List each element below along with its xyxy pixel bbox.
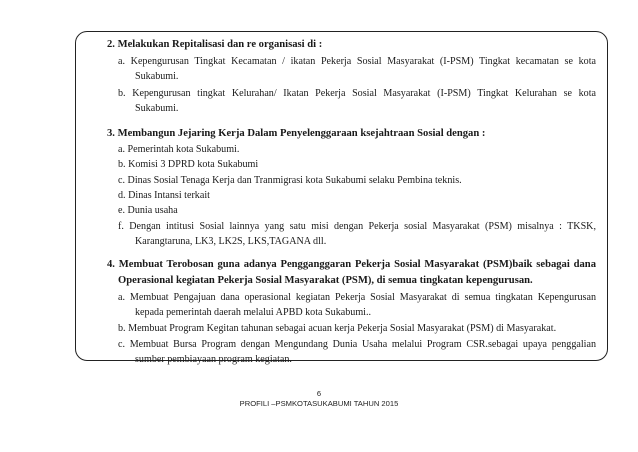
list-item-3e: e. Dunia usaha bbox=[118, 205, 178, 216]
list-item-4b: b. Membuat Program Kegitan tahunan sebagai acuan kerja Pekerja Sosial Masyarakat (PSM) di Masyarakat. bbox=[118, 323, 557, 334]
list-item-4c: c. Membuat Bursa Program dengan Mengundang Dunia Usaha melalui Program CSR.sebagai upaya penggalian bbox=[118, 339, 596, 350]
list-item-4a-cont: kepada pemerintah daerah melalui APBD kota Sukabumi.. bbox=[135, 307, 372, 318]
list-item-4a: a. Membuat Pengajuan dana operasional kegiatan Pekerja Sosial Masyarakat di semua tingkatan Kepengurusan bbox=[118, 292, 596, 303]
list-item-3f-cont: Karangtaruna, LK3, LK2S, LKS,TAGANA dll. bbox=[135, 236, 327, 247]
section-3-heading: 3. Membangun Jejaring Kerja Dalam Penyelenggaraan ksejahtraan Sosial dengan : bbox=[107, 128, 486, 139]
footer-text: PROFILI –PSMKOTASUKABUMI TAHUN 2015 bbox=[239, 399, 399, 408]
section-2-heading: 2. Melakukan Repitalisasi dan re organisasi di : bbox=[107, 39, 323, 50]
list-item-3b: b. Komisi 3 DPRD kota Sukabumi bbox=[118, 159, 259, 170]
list-item-3c: c. Dinas Sosial Tenaga Kerja dan Tranmigrasi kota Sukabumi selaku Pembina teknis. bbox=[118, 175, 462, 186]
page-number: 6 bbox=[316, 389, 322, 398]
section-4-heading-cont: Operasional kegiatan Pekerja Sosial Masyarakat (PSM), di semua tingkatan kepengurusan. bbox=[118, 275, 533, 286]
list-item-3f: f. Dengan intitusi Sosial lainnya yang satu misi dengan Pekerja sosial Masyarakat (PSM) misalnya : TKSK, bbox=[118, 221, 596, 232]
list-item-2b-cont: Sukabumi. bbox=[135, 103, 179, 114]
section-4-heading: 4. Membuat Terobosan guna adanya Pengganggaran Pekerja Sosial Masyarakat (PSM)baik sebagai dana bbox=[107, 259, 596, 270]
list-item-3d: d. Dinas Intansi terkait bbox=[118, 190, 210, 201]
list-item-2b: b. Kepengurusan tingkat Kelurahan/ Ikatan Pekerja Sosial Masyarakat (I-PSM) Tingkat Kelurahan se kota bbox=[118, 88, 596, 99]
list-item-4c-cont: sumber pembiayaan program kegiatan. bbox=[135, 354, 292, 365]
list-item-3a: a. Pemerintah kota Sukabumi. bbox=[118, 144, 240, 155]
list-item-2a: a. Kepengurusan Tingkat Kecamatan / ikatan Pekerja Sosial Masyarakat (I-PSM) Tingkat kecamatan se kota bbox=[118, 56, 596, 67]
list-item-2a-cont: Sukabumi. bbox=[135, 71, 179, 82]
